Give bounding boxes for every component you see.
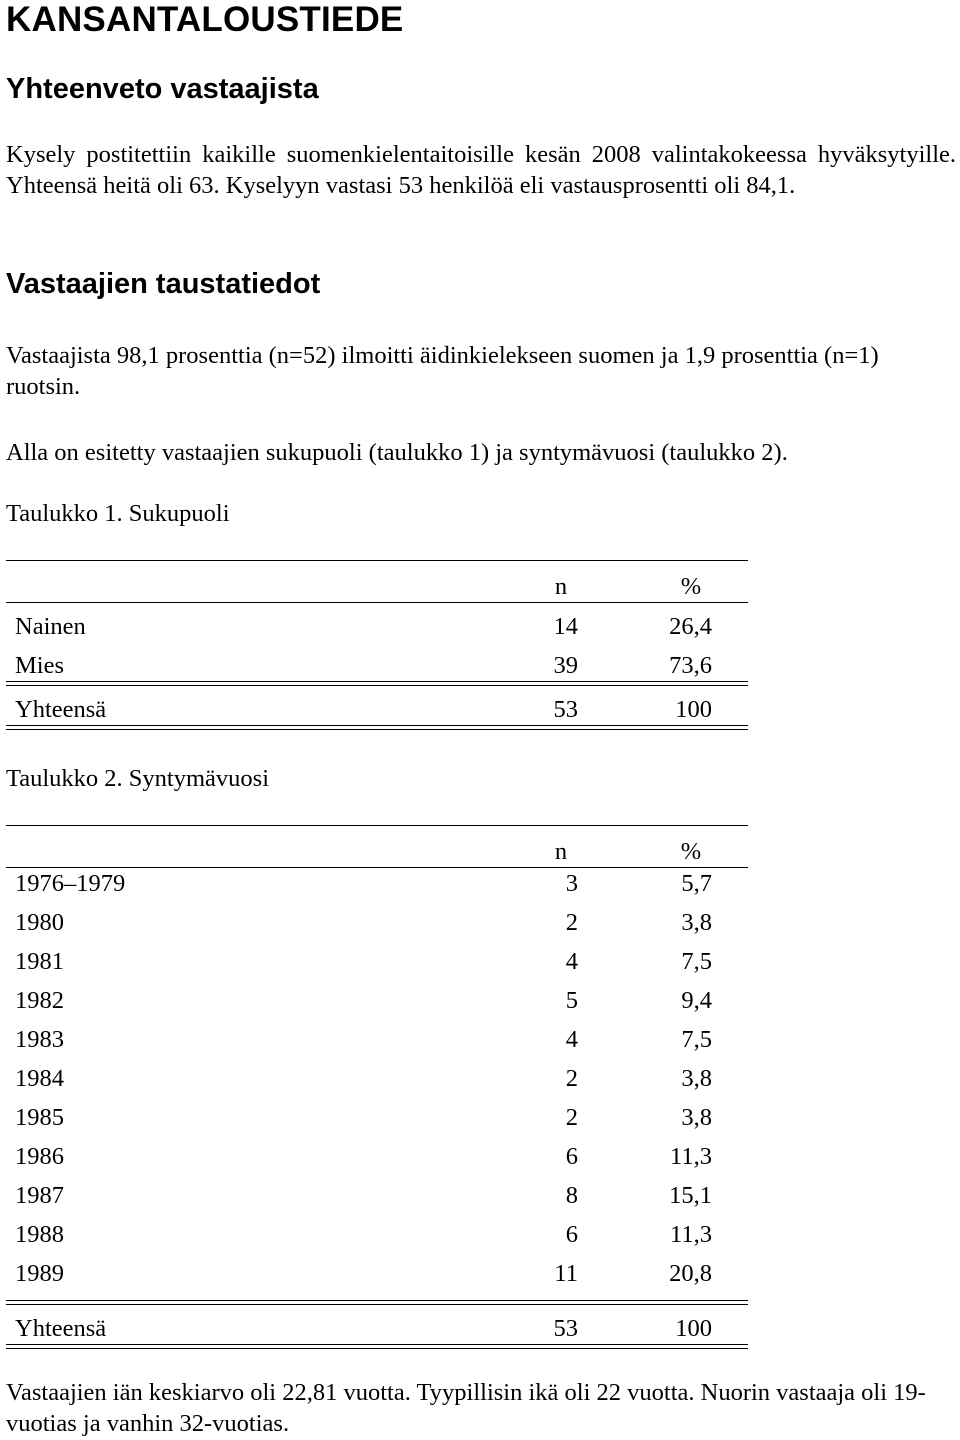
table1-caption: Taulukko 1. Sukupuoli — [6, 500, 230, 527]
table-total-row — [6, 695, 748, 725]
header-n: n — [554, 573, 568, 600]
row-n: 39 — [553, 652, 578, 679]
table-row — [6, 651, 748, 681]
table-row — [6, 908, 748, 938]
row-label: 1980 — [15, 909, 64, 936]
total-label: Yhteensä — [15, 696, 107, 723]
row-percent: 15,1 — [669, 1182, 712, 1209]
row-n: 14 — [553, 613, 578, 640]
section-heading-background: Vastaajien taustatiedot — [6, 268, 321, 300]
row-label: Mies — [15, 652, 64, 679]
table-header-row — [6, 572, 748, 602]
table-row — [6, 1181, 748, 1211]
table-rule — [6, 602, 748, 603]
row-percent: 26,4 — [669, 613, 712, 640]
row-label: Nainen — [15, 613, 86, 640]
row-n: 6 — [565, 1143, 578, 1170]
row-n: 2 — [565, 909, 578, 936]
row-n: 2 — [565, 1065, 578, 1092]
section-heading-summary: Yhteenveto vastaajista — [6, 73, 319, 105]
table-row — [6, 869, 748, 899]
table2-caption: Taulukko 2. Syntymävuosi — [6, 765, 270, 792]
row-percent: 7,5 — [681, 1026, 712, 1053]
row-label: 1981 — [15, 948, 64, 975]
total-percent: 100 — [675, 1315, 712, 1342]
table-header-row — [6, 837, 748, 867]
table-row — [6, 1025, 748, 1055]
total-n: 53 — [553, 696, 578, 723]
table-row — [6, 1064, 748, 1094]
row-label: 1982 — [15, 987, 64, 1014]
header-percent: % — [680, 838, 702, 865]
row-n: 5 — [565, 987, 578, 1014]
row-n: 3 — [565, 870, 578, 897]
row-percent: 73,6 — [669, 652, 712, 679]
row-percent: 9,4 — [681, 987, 712, 1014]
row-percent: 20,8 — [669, 1260, 712, 1287]
row-n: 4 — [565, 948, 578, 975]
row-percent: 3,8 — [681, 1065, 712, 1092]
tables-intro-paragraph: Alla on esitetty vastaajien sukupuoli (taulukko 1) ja syntymävuosi (taulukko 2). — [6, 439, 788, 466]
table-row — [6, 612, 748, 642]
total-n: 53 — [553, 1315, 578, 1342]
table-row — [6, 986, 748, 1016]
row-label: 1987 — [15, 1182, 64, 1209]
table-row — [6, 1103, 748, 1133]
row-label: 1986 — [15, 1143, 64, 1170]
header-percent: % — [680, 573, 702, 600]
language-paragraph: Vastaajista 98,1 prosenttia (n=52) ilmoitti äidinkielekseen suomen ja 1,9 prosenttia (n=1) ruotsin. — [6, 342, 879, 400]
page-title: KANSANTALOUSTIEDE — [6, 0, 404, 39]
row-label: 1976–1979 — [15, 870, 126, 897]
table-double-rule — [6, 725, 748, 730]
row-n: 4 — [565, 1026, 578, 1053]
table-rule — [6, 825, 748, 826]
summary-paragraph: Kysely postitettiin kaikille suomenkielentaitoisille kesän 2008 valintakokeessa hyväksytyille. Yhteensä heitä oli 63. Kyselyyn vastasi 53 henkilöä eli vastausprosentti oli 84,1. — [6, 141, 956, 199]
row-label: 1988 — [15, 1221, 64, 1248]
row-label: 1983 — [15, 1026, 64, 1053]
table-rule — [6, 560, 748, 561]
table-total-row — [6, 1314, 748, 1344]
row-percent: 3,8 — [681, 1104, 712, 1131]
row-percent: 3,8 — [681, 909, 712, 936]
table-rule — [6, 867, 748, 868]
table-row — [6, 1142, 748, 1172]
table-row — [6, 1259, 748, 1289]
row-label: 1985 — [15, 1104, 64, 1131]
row-n: 6 — [565, 1221, 578, 1248]
row-percent: 11,3 — [670, 1221, 712, 1248]
table-double-rule — [6, 1300, 748, 1305]
row-percent: 11,3 — [670, 1143, 712, 1170]
table-row — [6, 1220, 748, 1250]
table-double-rule — [6, 1344, 748, 1349]
total-percent: 100 — [675, 696, 712, 723]
row-label: 1989 — [15, 1260, 64, 1287]
table-double-rule — [6, 681, 748, 686]
row-label: 1984 — [15, 1065, 64, 1092]
header-n: n — [554, 838, 568, 865]
table-row — [6, 947, 748, 977]
age-summary-paragraph: Vastaajien iän keskiarvo oli 22,81 vuotta. Tyypillisin ikä oli 22 vuotta. Nuorin vastaaja oli 19-vuotias ja vanhin 32-vuotias. — [6, 1379, 926, 1437]
row-n: 2 — [565, 1104, 578, 1131]
row-percent: 5,7 — [681, 870, 712, 897]
row-n: 11 — [554, 1260, 578, 1287]
row-percent: 7,5 — [681, 948, 712, 975]
row-n: 8 — [565, 1182, 578, 1209]
total-label: Yhteensä — [15, 1315, 107, 1342]
